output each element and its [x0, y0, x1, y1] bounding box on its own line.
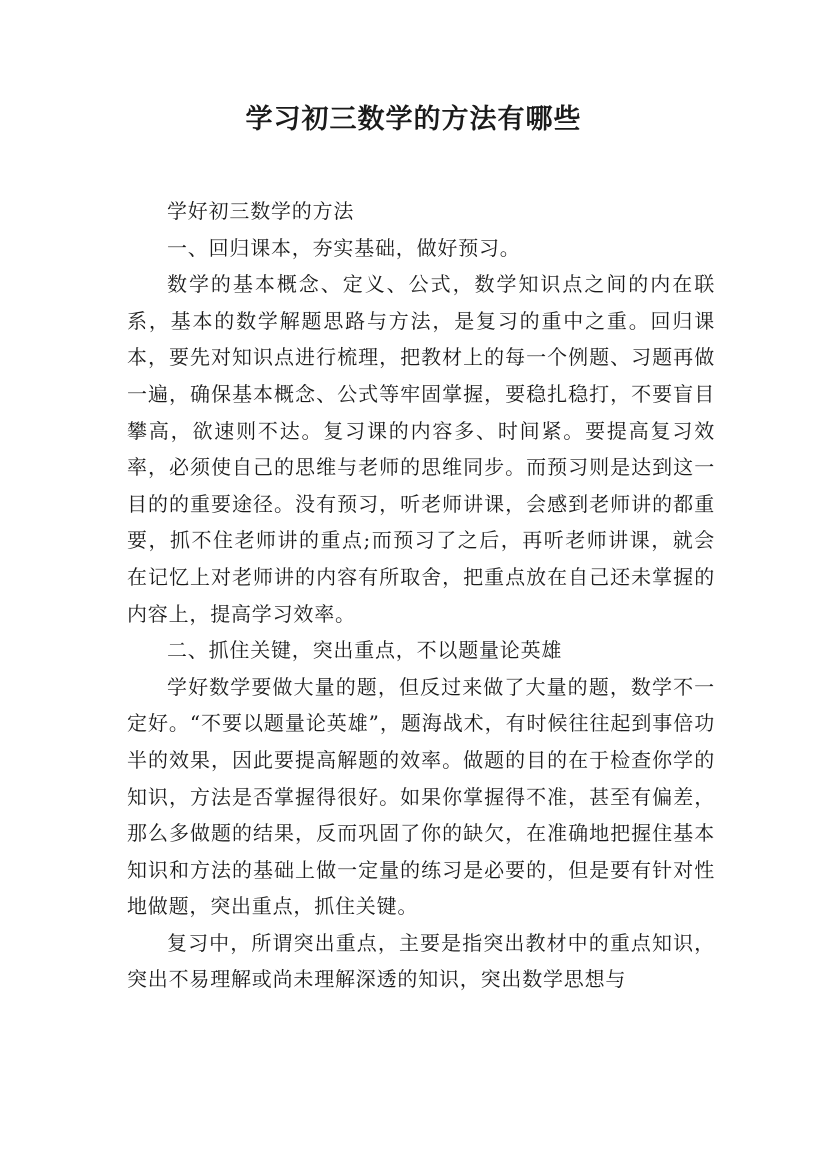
- paragraph: 数学的基本概念、定义、公式，数学知识点之间的内在联系，基本的数学解题思路与方法，是复习的重中之重。回归课本，要先对知识点进行梳理，把教材上的每一个例题、习题再做一遍，确保基本概念、公式等牢固掌握，要稳扎稳打，不要盲目攀高，欲速则不达。复习课的内容多、时间紧。要提高复习效率，必须使自己的思维与老师的思维同步。而预习则是达到这一目的的重要途径。没有预习，听老师讲课，会感到老师讲的都重要，抓不住老师讲的重点;而预习了之后，再听老师讲课，就会在记忆上对老师讲的内容有所取舍，把重点放在自己还未掌握的内容上，提高学习效率。: [127, 272, 715, 626]
- subsection-heading: 一、回归课本，夯实基础，做好预习。: [167, 235, 521, 260]
- document-body: [127, 193, 715, 998]
- document-title: 学习初三数学的方法有哪些: [245, 104, 582, 135]
- subsection-heading: 二、抓住关键，突出重点，不以题量论英雄: [167, 638, 563, 663]
- paragraph: 复习中，所谓突出重点，主要是指突出教材中的重点知识，突出不易理解或尚未理解深透的知识，突出数学思想与: [127, 930, 715, 992]
- paragraph: 学好数学要做大量的题，但反过来做了大量的题，数学不一定好。“不要以题量论英雄”，题海战术，有时候往往起到事倍功半的效果，因此要提高解题的效率。做题的目的在于检查你学的知识，方法是否掌握得很好。如果你掌握得不准，甚至有偏差，那么多做题的结果，反而巩固了你的缺欠，在准确地把握住基本知识和方法的基础上做一定量的练习是必要的，但是要有针对性地做题，突出重点，抓住关键。: [127, 674, 715, 919]
- section-heading: 学好初三数学的方法: [167, 199, 355, 223]
